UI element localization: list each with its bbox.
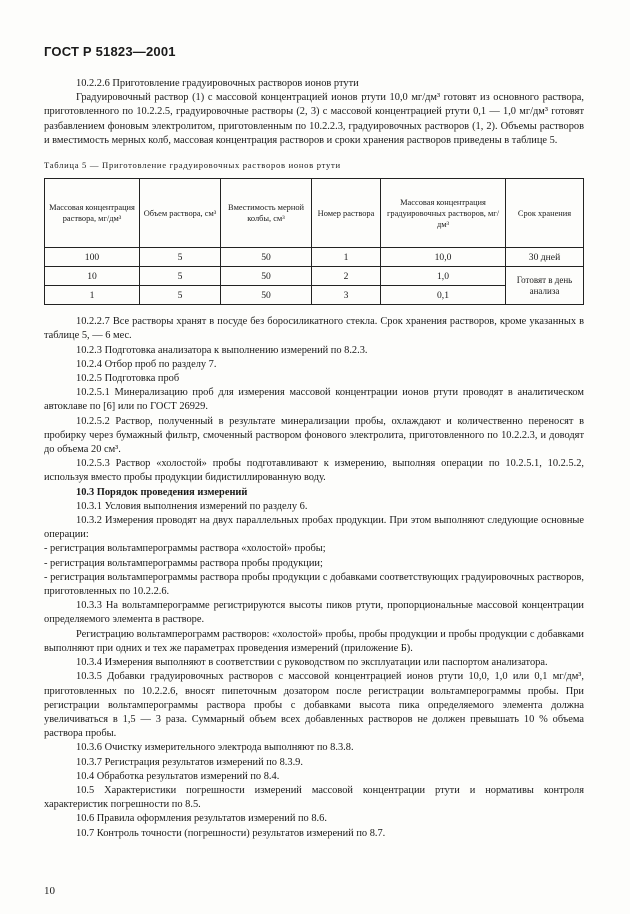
table-cell: 1 bbox=[312, 248, 381, 267]
table-cell: 50 bbox=[221, 267, 312, 286]
table-cell: 5 bbox=[140, 286, 221, 305]
paragraph-title: 10.2.2.6 Приготовление градуировочных растворов ионов ртути bbox=[76, 78, 359, 89]
table-cell: 30 дней bbox=[506, 248, 584, 267]
table-cell: 3 bbox=[312, 286, 381, 305]
paragraph: 10.5 Характеристики погрешности измерений массовой концентрации ртути и нормативы контроля характеристик погрешности по 8.5. bbox=[44, 784, 584, 811]
table-cell: 100 bbox=[45, 248, 140, 267]
table-header-cell: Номер раствора bbox=[312, 179, 381, 248]
table-cell: 10 bbox=[45, 267, 140, 286]
paragraph: Градуировочный раствор (1) с массовой концентрацией ионов ртути 10,0 мг/дм³ готовят из основного раствора, приготовленного по 10.2.2.5, градуировочные растворы (2, 3) с массовой концентрацией ртути 0,1 — 1,0 мг/дм³ готовят разбавлением фоновым электролитом, приготовленным по 10.2.2.3, градуировочных растворов (1, 2). Объемы растворов и вместимость мерных колб, массовая концентрация растворов и сроки хранения растворов приведены в таблице 5. bbox=[44, 92, 584, 146]
table-header-cell: Объем раствора, см³ bbox=[140, 179, 221, 248]
paragraph: 10.2.2.7 Все растворы хранят в посуде без боросиликатного стекла. Срок хранения растворов, кроме указанных в таблице 5, — 6 мес. bbox=[44, 316, 584, 342]
table-cell: 50 bbox=[221, 248, 312, 267]
list-item: - регистрация вольтамперограммы раствора «холостой» пробы; bbox=[44, 543, 326, 555]
table-cell: 10,0 bbox=[381, 248, 506, 267]
paragraph: 10.2.4 Отбор проб по разделу 7. bbox=[76, 358, 217, 370]
paragraph: 10.3.3 На вольтамперограмме регистрируются высоты пиков ртути, пропорциональные массовой концентрации определяемого элемента в растворе. bbox=[44, 600, 584, 626]
calibration-table bbox=[44, 178, 584, 305]
paragraph: 10.2.3 Подготовка анализатора к выполнению измерений по 8.2.3. bbox=[76, 344, 368, 356]
paragraph: 10.4 Обработка результатов измерений по 8.4. bbox=[76, 770, 280, 782]
page-number: 10 bbox=[44, 885, 55, 897]
table-row bbox=[45, 267, 584, 286]
table-cell-merged: Готовят в день анализа bbox=[506, 267, 584, 305]
table-row bbox=[45, 286, 584, 305]
table-cell: 5 bbox=[140, 248, 221, 267]
table-cell: 0,1 bbox=[381, 286, 506, 305]
table-cell: 1,0 bbox=[381, 267, 506, 286]
paragraph: 10.3.4 Измерения выполняют в соответствии с руководством по эксплуатации или паспортом анализатора. bbox=[76, 657, 548, 669]
table-cell: 1 bbox=[45, 286, 140, 305]
paragraph: 10.2.5.1 Минерализацию проб для измерения массовой концентрации ионов ртути проводят в аналитическом автоклаве по [6] или по ГОСТ 26929. bbox=[44, 387, 584, 413]
table-header-cell: Массовая концентрация раствора, мг/дм³ bbox=[45, 179, 140, 248]
paragraph: 10.2.5.2 Раствор, полученный в результате минерализации пробы, охлаждают и количественно переносят в пробирку через бумажный фильтр, смоченный раствором фонового электролита, приготовленного по 10.2.2.3, и доводят до объема 20 см³. bbox=[44, 415, 584, 456]
paragraph: 10.3.6 Очистку измерительного электрода выполняют по 8.3.8. bbox=[76, 742, 354, 754]
paragraph: 10.2.5 Подготовка проб bbox=[76, 373, 180, 385]
table-cell: 2 bbox=[312, 267, 381, 286]
document-header: ГОСТ Р 51823—2001 bbox=[44, 44, 176, 59]
section-title: 10.3 Порядок проведения измерений bbox=[76, 486, 248, 498]
paragraph: 10.6 Правила оформления результатов измерений по 8.6. bbox=[76, 813, 327, 825]
paragraph: 10.3.5 Добавки градуировочных растворов с массовой концентрацией ионов ртути 10,0, 1,0 или 0,1 мг/дм³, приготовленных по 10.2.2.6, вносят пипеточным дозатором после регистрации вольтамперограммы пробы. При регистрации вольтамперограммы раствора пробы с добавками высота пика определяемого элемента должна увеличиваться в 1,5 — 3 раза. Суммарный объем всех добавленных растворов не должен превышать 10 % объема раствора пробы. bbox=[44, 671, 584, 740]
table-header-cell: Вместимость мерной колбы, см³ bbox=[221, 179, 312, 248]
document-body bbox=[44, 77, 584, 841]
list-item: - регистрация вольтамперограммы раствора пробы продукции с добавками соответствующих градуировочных растворов, приготовленных по 10.2.2.6. bbox=[44, 571, 584, 598]
table-header-cell: Массовая концентрация градуировочных растворов, мг/дм³ bbox=[381, 179, 506, 248]
table-header-row bbox=[45, 179, 584, 248]
table-cell: 5 bbox=[140, 267, 221, 286]
paragraph: 10.3.1 Условия выполнения измерений по разделу 6. bbox=[76, 500, 308, 512]
paragraph: Регистрацию вольтамперограмм растворов: «холостой» пробы, пробы продукции и пробы продукции с добавками выполняют при одних и тех же параметрах проведения измерений (приложение Б). bbox=[44, 628, 584, 654]
list-item: - регистрация вольтамперограммы раствора пробы продукции; bbox=[44, 557, 323, 569]
table-header-cell: Срок хранения bbox=[506, 179, 584, 248]
table-caption: Таблица 5 — Приготовление градуировочных растворов ионов ртути bbox=[44, 160, 341, 171]
paragraph: 10.3.7 Регистрация результатов измерений по 8.3.9. bbox=[76, 756, 303, 768]
paragraph: 10.2.5.3 Раствор «холостой» пробы подготавливают к измерению, выполняя операции по 10.2.5.1, 10.2.5.2, используя вместо пробы продукции бидистиллированную воду. bbox=[44, 458, 584, 484]
paragraph: 10.3.2 Измерения проводят на двух параллельных пробах продукции. При этом выполняют следующие основные операции: bbox=[44, 515, 584, 541]
table-cell: 50 bbox=[221, 286, 312, 305]
paragraph: 10.7 Контроль точности (погрешности) результатов измерений по 8.7. bbox=[76, 827, 386, 839]
table-row bbox=[45, 248, 584, 267]
